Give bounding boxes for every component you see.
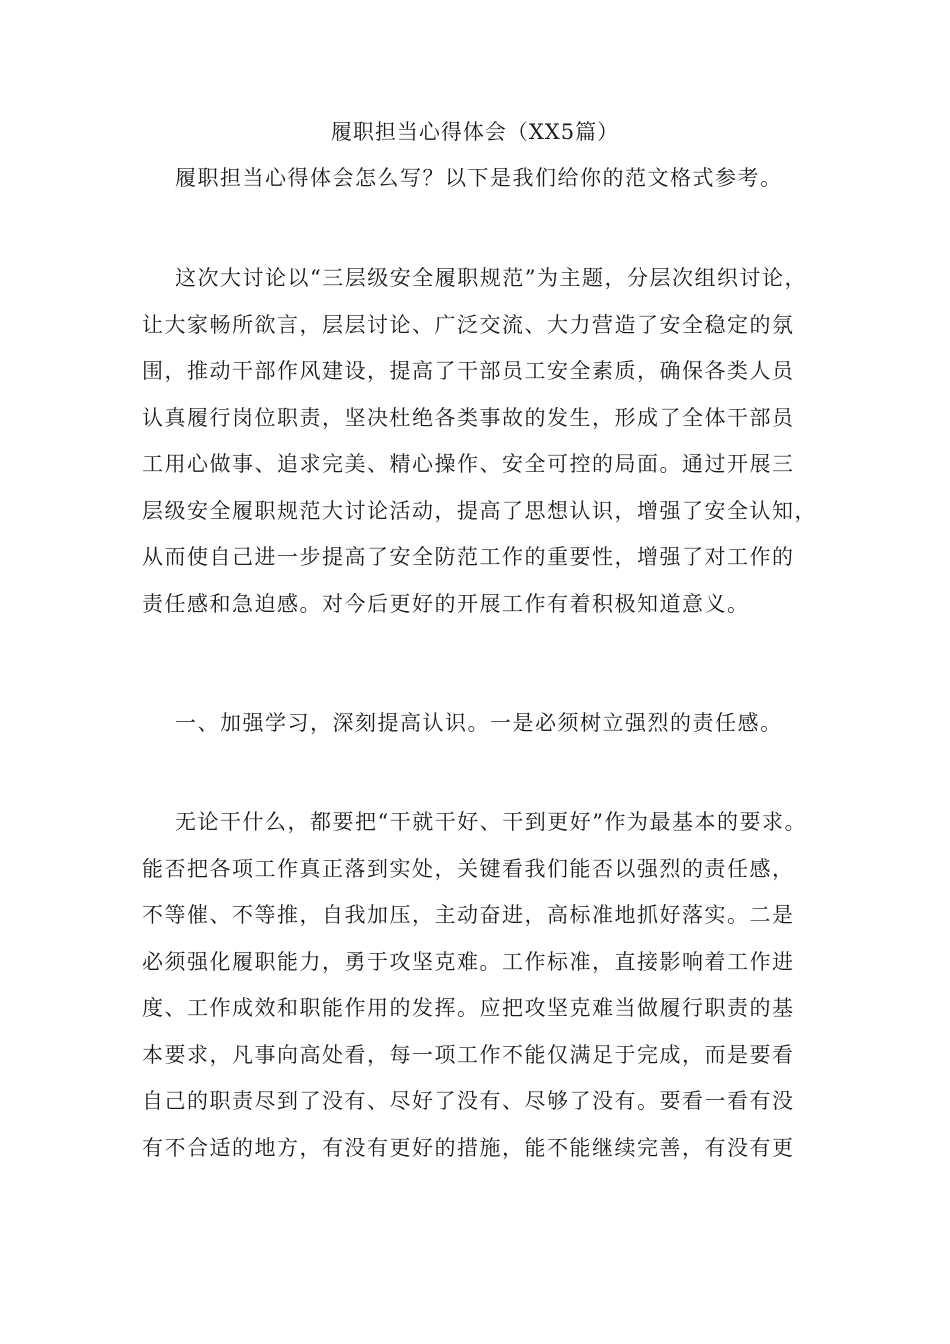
paragraph-line: 自己的职责尽到了没有、尽好了没有、尽够了没有。要看一看有没 [142, 1089, 795, 1113]
paragraph-line: 让大家畅所欲言，层层讨论、广泛交流、大力营造了安全稳定的氛 [142, 312, 795, 337]
paragraph-line: 从而使自己进一步提高了安全防范工作的重要性，增强了对工作的 [142, 545, 795, 569]
paragraph-line: 能否把各项工作真正落到实处，关键看我们能否以强烈的责任感， [142, 856, 795, 881]
paragraph-line: 围，推动干部作风建设，提高了干部员工安全素质，确保各类人员 [142, 359, 795, 383]
paragraph-line: 度、工作成效和职能作用的发挥。应把攻坚克难当做履行职责的基 [142, 996, 795, 1020]
paragraph-line: 本要求，凡事向高处看，每一项工作不能仅满足于完成，而是要看 [142, 1042, 795, 1067]
paragraph-line: 一、加强学习，深刻提高认识。一是必须树立强烈的责任感。 [175, 711, 783, 735]
paragraph-line: 层级安全履职规范大讨论活动，提高了思想认识，增强了安全认知， [142, 498, 817, 523]
paragraph-line: 工用心做事、追求完美、精心操作、安全可控的局面。通过开展三 [142, 452, 795, 476]
paragraph-line: 有不合适的地方，有没有更好的措施，能不能继续完善，有没有更 [142, 1135, 795, 1160]
paragraph-2 [142, 700, 832, 747]
paragraph-line: 这次大讨论以“三层级安全履职规范”为主题，分层次组织讨论， [175, 266, 807, 290]
paragraph-line: 认真履行岗位职责，坚决杜绝各类事故的发生，形成了全体干部员 [142, 405, 795, 430]
paragraph-1 [142, 255, 832, 627]
document-title: 履职担当心得体会（XX5篇） [330, 120, 620, 144]
paragraph-line: 必须强化履职能力，勇于攻坚克难。工作标准，直接影响着工作进 [142, 949, 795, 974]
paragraph-line: 不等催、不等推，自我加压，主动奋进，高标准地抓好落实。二是 [142, 903, 795, 927]
paragraph-3 [142, 799, 832, 1171]
paragraph-line: 无论干什么，都要把“干就干好、干到更好”作为最基本的要求。 [175, 810, 807, 834]
paragraph-line: 责任感和急迫感。对今后更好的开展工作有着积极知道意义。 [142, 591, 750, 616]
document-subtitle: 履职担当心得体会怎么写？以下是我们给你的范文格式参考。 [175, 166, 783, 190]
